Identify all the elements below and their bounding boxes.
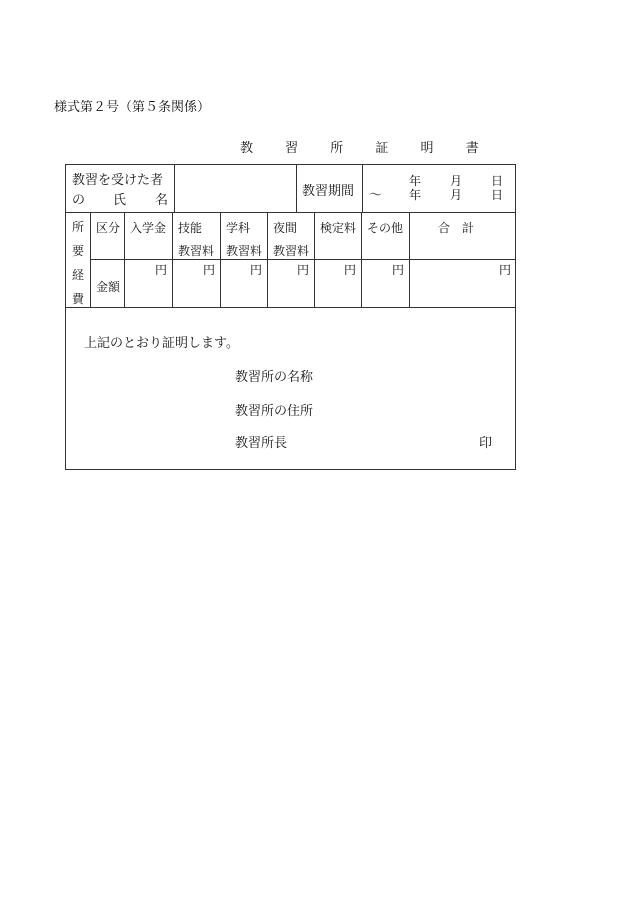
director-label: 教習所長 [235,436,288,451]
fees-side-label-4: 費 [72,292,85,306]
period-end-month: 月 [450,188,463,202]
fees-side-label-2: 要 [72,244,85,258]
col-header-night-2: 教習料 [273,244,310,258]
form-number-label: 様式第２号（第５条関係） [54,100,211,115]
col-header-admission: 入学金 [130,221,167,235]
trainee-name-label-line1: 教習を受けた者 [72,173,164,188]
period-start-year: 年 [409,174,422,188]
col-divider-academic [267,212,268,307]
col-header-exam: 検定料 [320,221,357,235]
col-header-skill-1: 技能 [178,221,203,235]
yen-academic: 円 [250,263,263,277]
row-divider-fees [90,259,515,260]
certificate-form [65,164,516,470]
row-label-amount: 金額 [96,280,121,294]
fees-side-label-1: 所 [72,220,85,234]
col-divider-night [314,212,315,307]
trainee-name-field[interactable] [180,181,290,201]
yen-admission: 円 [155,263,168,277]
trainee-name-label-shi: 氏 [113,193,127,208]
col-divider-skill [220,212,221,307]
col-divider-admission [172,212,173,307]
col-divider-name [174,165,175,212]
col-header-category: 区分 [96,221,121,235]
col-header-other: その他 [367,221,404,235]
trainee-name-label-mei: 名 [155,193,169,208]
period-start-day: 日 [491,174,504,188]
period-start-month: 月 [450,174,463,188]
col-divider-period-label [296,165,297,212]
fees-side-label-3: 経 [72,268,85,282]
training-period-label: 教習期間 [302,184,355,199]
school-name-label: 教習所の名称 [235,370,314,385]
period-end-year: 年 [409,188,422,202]
col-header-total: 合 計 [438,221,475,235]
school-address-label: 教習所の住所 [235,404,314,419]
period-end-day: 日 [491,188,504,202]
trainee-name-label-no: の [72,193,86,208]
col-divider-exam [361,212,362,307]
period-tilde: ～ [369,188,383,203]
yen-other: 円 [392,263,405,277]
document-title: 教 習 所 証 明 書 [240,141,493,156]
col-header-academic-2: 教習料 [226,244,263,258]
col-divider-other [409,212,410,307]
yen-night: 円 [297,263,310,277]
row-divider-1 [66,212,515,213]
certification-statement: 上記のとおり証明します。 [84,336,239,351]
col-divider-category [124,212,125,307]
col-header-skill-2: 教習料 [178,244,215,258]
col-header-academic-1: 学科 [226,221,251,235]
col-divider-side [90,212,91,307]
yen-total: 円 [499,263,512,277]
col-header-night-1: 夜間 [273,221,298,235]
row-divider-2 [66,307,515,308]
yen-exam: 円 [344,263,357,277]
seal-mark: 印 [479,436,493,451]
yen-skill: 円 [203,263,216,277]
col-divider-period-value [362,165,363,212]
